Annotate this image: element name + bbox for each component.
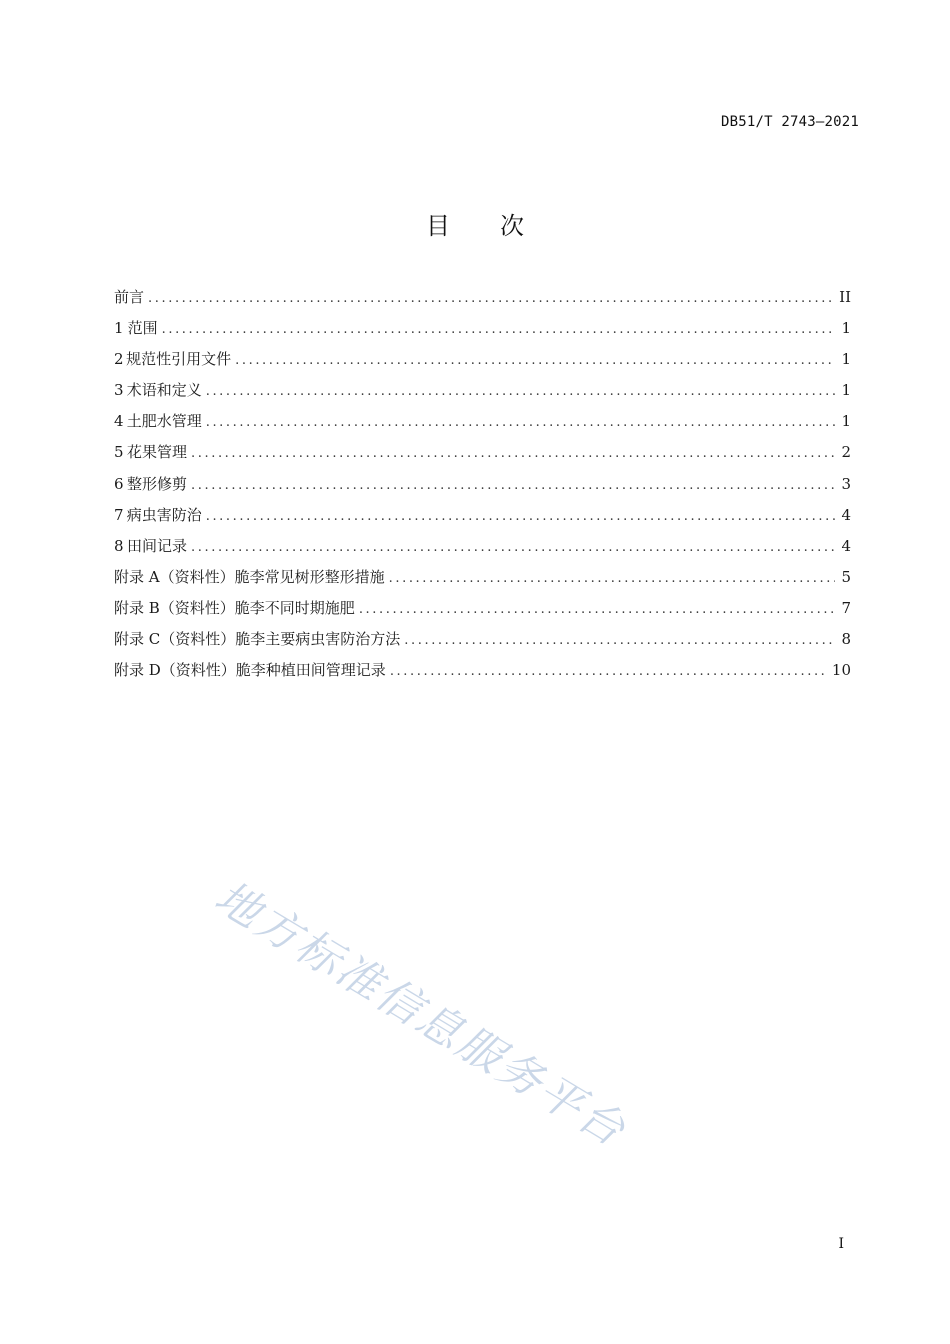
document-code: DB51/T 2743—2021 [720, 114, 859, 130]
toc-entry-5[interactable] [114, 437, 851, 468]
toc-entry-appendix-a[interactable] [114, 562, 851, 593]
toc-entry-label: 术语和定义 [126, 381, 202, 400]
toc-entry-label: 花果管理 [127, 443, 188, 462]
toc-entry-label: 脆李不同时期施肥 [234, 598, 355, 617]
toc-entry-number: 4 [114, 412, 124, 431]
page-title-char-2: 次 [500, 212, 524, 240]
toc-entry-page: 10 [831, 661, 851, 680]
toc-entry-page: 8 [841, 630, 851, 649]
toc-entry-page: II [839, 288, 851, 306]
page-title-char-1: 目 [426, 212, 450, 240]
toc-entry-label: 土肥水管理 [126, 412, 202, 431]
toc-entry-number: 6 [114, 474, 124, 493]
toc-dot-leader [389, 563, 835, 594]
toc-entry-appendix-d[interactable] [114, 655, 851, 686]
toc-entry-label: 脆李主要病虫害防治方法 [235, 630, 401, 649]
toc-entry-8[interactable] [114, 531, 851, 562]
toc-entry-1[interactable] [114, 313, 851, 344]
toc-dot-leader [148, 283, 833, 314]
toc-entry-label: 范围 [127, 319, 158, 338]
page-title [0, 206, 950, 241]
toc-dot-leader [191, 532, 835, 563]
toc-entry-number: 2 [114, 350, 124, 369]
toc-appendix-prefix: 附录 C（资料性） [114, 630, 236, 649]
toc-entry-page: 3 [841, 474, 851, 493]
toc-entry-appendix-c[interactable] [114, 624, 851, 655]
toc-entry-6[interactable] [114, 469, 851, 500]
toc-entry-number: 7 [114, 505, 124, 524]
toc-dot-leader [404, 625, 835, 656]
toc-entry-label: 规范性引用文件 [126, 350, 232, 369]
toc-entry-label: 田间记录 [127, 536, 188, 555]
toc-appendix-prefix: 附录 A（资料性） [114, 567, 235, 586]
toc-entry-page: 7 [841, 598, 851, 617]
toc-entry-page: 1 [841, 350, 851, 369]
toc-entry-label: 脆李常见树形整形措施 [234, 567, 385, 586]
toc-entry-page: 4 [841, 505, 851, 524]
toc-dot-leader [206, 376, 835, 407]
toc-entry-7[interactable] [114, 500, 851, 531]
toc-entry-appendix-b[interactable] [114, 593, 851, 624]
toc-entry-page: 4 [841, 536, 851, 555]
toc-dot-leader [191, 438, 835, 469]
toc-appendix-prefix: 附录 B（资料性） [114, 598, 235, 617]
toc-dot-leader [359, 594, 835, 625]
toc-dot-leader [206, 501, 835, 532]
page-number: I [838, 1236, 844, 1252]
toc-entry-2[interactable] [114, 344, 851, 375]
table-of-contents [114, 282, 851, 686]
toc-dot-leader [191, 470, 835, 501]
toc-entry-label: 病虫害防治 [126, 505, 202, 524]
toc-entry-number: 1 [114, 319, 124, 338]
toc-entry-4[interactable] [114, 406, 851, 437]
toc-entry-label: 前言 [114, 288, 145, 306]
toc-entry-label: 脆李种植田间管理记录 [235, 661, 386, 680]
toc-dot-leader [390, 656, 826, 687]
toc-appendix-prefix: 附录 D（资料性） [114, 661, 236, 680]
toc-entry-number: 5 [114, 443, 124, 462]
toc-entry-page: 1 [841, 412, 851, 431]
toc-entry-page: 5 [841, 567, 851, 586]
toc-entry-number: 8 [114, 536, 124, 555]
watermark: 地方标准信息服务平台 [206, 871, 636, 1158]
toc-dot-leader [162, 314, 835, 345]
toc-entry-label: 整形修剪 [127, 474, 188, 493]
toc-dot-leader [235, 345, 835, 376]
toc-entry-page: 1 [841, 381, 851, 400]
toc-entry-foreword[interactable] [114, 282, 851, 313]
toc-entry-3[interactable] [114, 375, 851, 406]
toc-dot-leader [206, 407, 835, 438]
toc-entry-page: 1 [841, 319, 851, 338]
toc-entry-page: 2 [841, 443, 851, 462]
toc-entry-number: 3 [114, 381, 124, 400]
